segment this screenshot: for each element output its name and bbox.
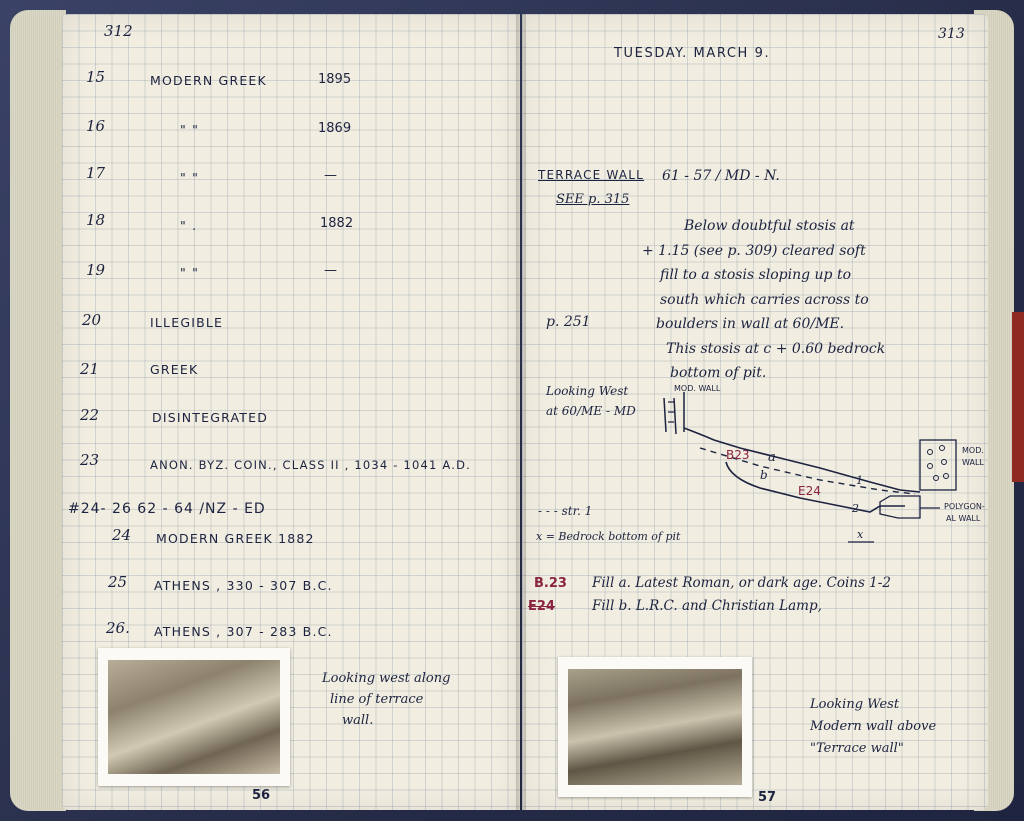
entry-number: 17 — [86, 164, 106, 182]
view-label: at 60/ME - MD — [546, 404, 636, 418]
entry-text: ATHENS , 330 - 307 B.C. — [154, 578, 333, 593]
fill-note: Fill b. L.R.C. and Christian Lamp, — [592, 598, 822, 614]
fill-label-b23: B23 — [726, 448, 750, 462]
mod-wall-label: MOD. WALL — [674, 384, 721, 393]
date-heading: TUESDAY. MARCH 9. — [614, 46, 771, 61]
note-line: This stosis at c + 0.60 bedrock — [666, 340, 886, 357]
entry-number: 26. — [106, 619, 130, 637]
group-header: #24- 26 62 - 64 /NZ - ED — [68, 501, 266, 517]
page-edges-left — [10, 10, 66, 811]
note-line: bottom of pit. — [670, 365, 767, 381]
entry-date: 1882 — [320, 216, 354, 231]
fill-label-b: b — [760, 468, 768, 482]
entry-number: 15 — [86, 68, 106, 86]
view-label: Looking West — [546, 384, 629, 398]
section-title: TERRACE WALL — [538, 168, 645, 182]
entry-text: " " — [180, 122, 200, 137]
fill-tag: B.23 — [534, 576, 567, 591]
entry-number: 25 — [108, 573, 128, 591]
entry-number: 21 — [80, 360, 100, 378]
fill-label-a: a — [768, 450, 776, 465]
entry-text: GREEK — [150, 362, 199, 377]
entry-date: 1869 — [318, 121, 352, 136]
polygonal-wall-label: POLYGON- — [944, 502, 985, 511]
note-line: south which carries across to — [660, 291, 869, 308]
note-line: boulders in wall at 60/ME. — [656, 316, 845, 332]
excavation-notes — [642, 214, 886, 386]
excavation-photo-right — [558, 657, 752, 797]
note-line: + 1.15 (see p. 309) cleared soft — [642, 242, 866, 259]
photo-number-right: 57 — [758, 790, 777, 805]
fill-tag: E24 — [528, 599, 555, 614]
entry-number: 16 — [86, 117, 106, 135]
mod-wall-label: MOD. — [962, 446, 984, 455]
see-ref: SEE p. 315 — [556, 192, 630, 207]
entry-number: 20 — [82, 311, 102, 329]
fill-note: Fill a. Latest Roman, or dark age. Coins 1-2 — [592, 575, 891, 591]
legend-str: - - - str. 1 — [538, 504, 593, 518]
entry-text: ANON. BYZ. COIN., CLASS II , 1034 - 1041 A.D. — [150, 458, 472, 472]
entry-number: 24 — [112, 526, 132, 544]
legend-bedrock: x = Bedrock bottom of pit — [536, 530, 681, 543]
caption-line: Looking west along — [322, 671, 451, 686]
note-line: Below doubtful stosis at — [684, 218, 855, 234]
photo-number-left: 56 — [252, 788, 271, 803]
caption-line: line of terrace — [330, 692, 424, 707]
excavation-photo-left — [98, 648, 290, 786]
polygonal-wall-label: AL WALL — [946, 514, 981, 523]
entry-text: " " — [180, 170, 200, 185]
ribbon-bookmark — [1012, 312, 1024, 482]
entry-text: MODERN GREEK — [150, 73, 267, 88]
entry-number: 19 — [86, 261, 106, 279]
side-ref: p. 251 — [546, 314, 591, 330]
entry-text: " . — [180, 218, 198, 233]
stratum-label-1: 1 — [856, 474, 863, 487]
entry-text: MODERN GREEK 1882 — [156, 531, 315, 546]
entry-text: ATHENS , 307 - 283 B.C. — [154, 624, 333, 639]
book-gutter — [516, 14, 526, 810]
entry-number: 18 — [86, 211, 106, 229]
entry-date: — — [324, 168, 337, 183]
entry-text: " " — [180, 265, 200, 280]
entry-date: — — [324, 263, 337, 278]
entry-text: DISINTEGRATED — [152, 410, 269, 425]
entry-number: 23 — [80, 451, 100, 469]
caption-line: "Terrace wall" — [810, 741, 904, 756]
stratum-label-2: 2 — [852, 502, 859, 515]
note-line: fill to a stosis sloping up to — [660, 267, 852, 283]
photo-caption-left — [322, 668, 450, 731]
bedrock-marker-x: x — [857, 528, 864, 541]
caption-line: Modern wall above — [810, 719, 937, 734]
section-ref: 61 - 57 / MD - N. — [662, 168, 780, 184]
entry-date: 1895 — [318, 72, 352, 87]
entry-text: ILLEGIBLE — [150, 315, 224, 330]
right-page-number: 313 — [938, 26, 965, 42]
caption-line: Looking West — [810, 697, 900, 712]
mod-wall-label: WALL — [962, 458, 984, 467]
photo-caption-right — [810, 694, 936, 760]
left-page-number: 312 — [104, 22, 133, 40]
entry-number: 22 — [80, 406, 100, 424]
fill-label-e24: E24 — [798, 484, 821, 498]
caption-line: wall. — [342, 713, 374, 728]
